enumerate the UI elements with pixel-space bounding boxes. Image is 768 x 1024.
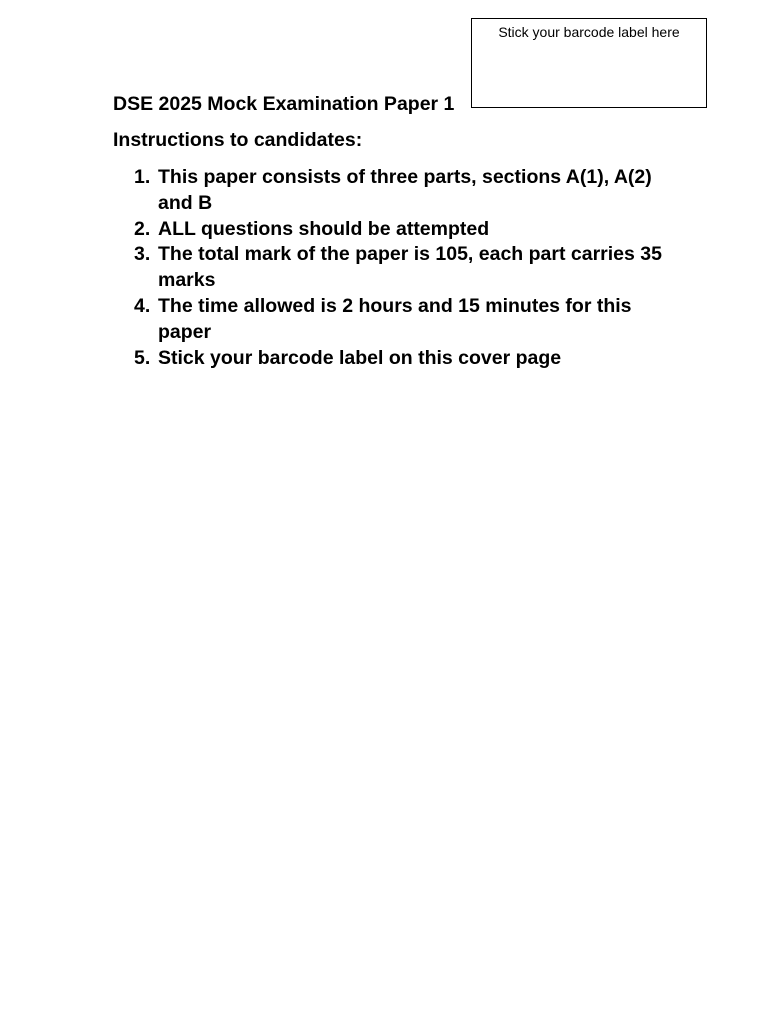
instruction-text: This paper consists of three parts, sections A(1), A(2) and B — [158, 166, 652, 214]
page-title: DSE 2025 Mock Examination Paper 1 — [113, 93, 455, 115]
instruction-number: 4. — [134, 294, 151, 317]
instructions-list — [134, 165, 674, 371]
instruction-text: Stick your barcode label on this cover page — [158, 346, 562, 369]
instruction-item — [134, 217, 674, 243]
instruction-number: 5. — [134, 346, 151, 369]
instruction-item — [134, 294, 674, 346]
instruction-text: ALL questions should be attempted — [158, 217, 490, 240]
barcode-label-box — [471, 18, 707, 108]
instruction-text: The time allowed is 2 hours and 15 minutes for this paper — [158, 294, 632, 343]
instruction-number: 1. — [134, 166, 151, 188]
instruction-item — [134, 242, 674, 294]
instruction-item — [134, 165, 674, 217]
instructions-heading: Instructions to candidates: — [113, 129, 363, 151]
barcode-box-label: Stick your barcode label here — [498, 24, 680, 40]
instruction-number: 3. — [134, 243, 151, 266]
instruction-number: 2. — [134, 217, 151, 240]
instruction-text: The total mark of the paper is 105, each part carries 35 marks — [158, 243, 662, 292]
instruction-item — [134, 346, 674, 372]
